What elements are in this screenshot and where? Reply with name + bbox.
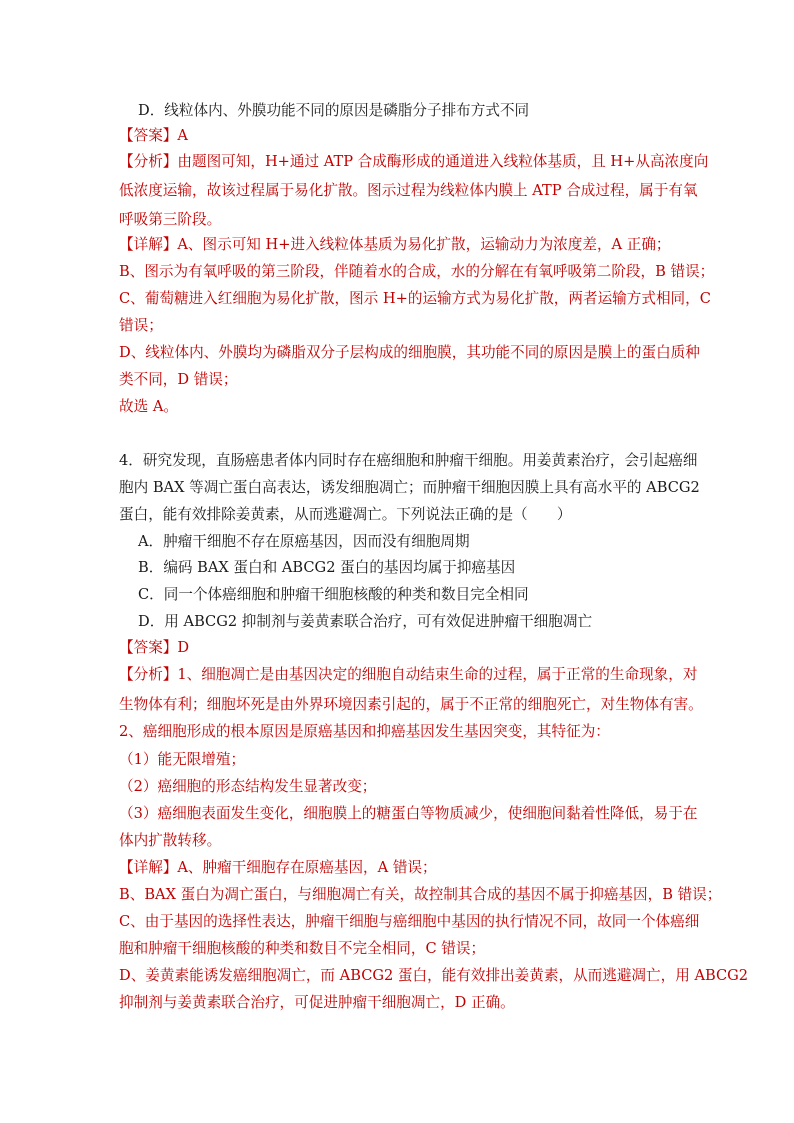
answer-label: 【答案】 [119,127,178,144]
q4-detail-line: 胞和肿瘤干细胞核酸的种类和数目不完全相同，C 错误； [119,940,486,957]
q4-analysis-line: 体内扩散转移。 [119,832,222,849]
q4-analysis-line: 2、癌细胞形成的根本原因是原癌基因和抑癌基因发生基因突变，其特征为： [119,723,610,740]
q3-detail-line: 故选 A。 [119,398,178,415]
q3-analysis-line: 低浓度运输，故该过程属于易化扩散。图示过程为线粒体内膜上 ATP 合成过程，属于有氧 [119,182,698,199]
q3-answer [119,126,188,146]
q4-detail-line: D、姜黄素能诱发癌细胞凋亡，而 ABCG2 蛋白，能有效排出姜黄素，从而逃避凋亡，用 ABCG2 [119,967,749,984]
q3-option-d: D．线粒体内、外膜功能不同的原因是磷脂分子排布方式不同 [138,102,530,119]
answer-value: A [177,127,188,144]
q4-analysis-line: 【分析】1、细胞凋亡是由基因决定的细胞自动结束生命的过程，属于正常的生命现象，对 [119,666,698,683]
q3-analysis-line: 呼吸第三阶段。 [119,211,222,228]
q4-detail-line: 抑制剂与姜黄素联合治疗，可促进肿瘤干细胞凋亡，D 正确。 [119,994,515,1011]
q4-option-a: A．肿瘤干细胞不存在原癌基因，因而没有细胞周期 [138,533,470,550]
analysis-label: 【分析】 [119,153,178,170]
q4-analysis-line: （3）癌细胞表面发生变化，细胞膜上的糖蛋白等物质减少，使细胞间黏着性降低，易于在 [119,805,698,822]
q4-detail-line: 【详解】A、肿瘤干细胞存在原癌基因，A 错误； [119,859,437,876]
q4-analysis-line: （1）能无限增殖； [119,751,246,768]
detail-label: 【详解】 [119,236,178,253]
q3-detail-line: 【详解】A、图示可知 H+进入线粒体基质为易化扩散，运输动力为浓度差，A 正确； [119,236,671,253]
q4-option-b: B．编码 BAX 蛋白和 ABCG2 蛋白的基因均属于抑癌基因 [138,559,516,576]
q4-option-d: D．用 ABCG2 抑制剂与姜黄素联合治疗，可有效促进肿瘤干细胞凋亡 [138,613,593,630]
detail-label: 【详解】 [119,859,178,876]
q3-detail-line: D、线粒体内、外膜均为磷脂双分子层构成的细胞膜，其功能不同的原因是膜上的蛋白质种 [119,344,700,361]
q3-detail-line: C、葡萄糖进入红细胞为易化扩散，图示 H+的运输方式为易化扩散，两者运输方式相同，C [119,290,711,307]
q4-stem-line: 蛋白，能有效排除姜黄素，从而逃避凋亡。下列说法正确的是（ ） [119,506,572,523]
q4-option-c: C．同一个体癌细胞和肿瘤干细胞核酸的种类和数目完全相同 [138,586,529,603]
q3-analysis-line: 【分析】由题图可知，H+通过 ATP 合成酶形成的通道进入线粒体基质，且 H+从高浓度向 [119,153,709,170]
q4-detail-line: B、BAX 蛋白为凋亡蛋白，与细胞凋亡有关，故控制其合成的基因不属于抑癌基因，B 错误； [119,886,722,903]
q3-detail-line: B、图示为有氧呼吸的第三阶段，伴随着水的合成，水的分解在有氧呼吸第二阶段，B 错误； [119,263,715,280]
q4-answer [119,638,189,658]
q4-stem-line: 4．研究发现，直肠癌患者体内同时存在癌细胞和肿瘤干细胞。用姜黄素治疗，会引起癌细 [119,452,698,469]
q4-analysis-line: 生物体有利；细胞坏死是由外界环境因素引起的，属于不正常的细胞死亡，对生物体有害。 [119,696,703,713]
analysis-label: 【分析】 [119,666,178,683]
q4-analysis-line: （2）癌细胞的形态结构发生显著改变； [119,778,377,795]
q4-detail-line: C、由于基因的选择性表达，肿瘤干细胞与癌细胞中基因的执行情况不同，故同一个体癌细 [119,913,700,930]
q3-detail-line: 错误； [119,317,163,334]
q3-detail-line: 类不同，D 错误； [119,371,238,388]
q4-stem-line: 胞内 BAX 等凋亡蛋白高表达，诱发细胞凋亡；而肿瘤干细胞因膜上具有高水平的 ABCG2 [119,479,700,496]
answer-label: 【答案】 [119,639,178,656]
answer-value: D [177,639,190,656]
